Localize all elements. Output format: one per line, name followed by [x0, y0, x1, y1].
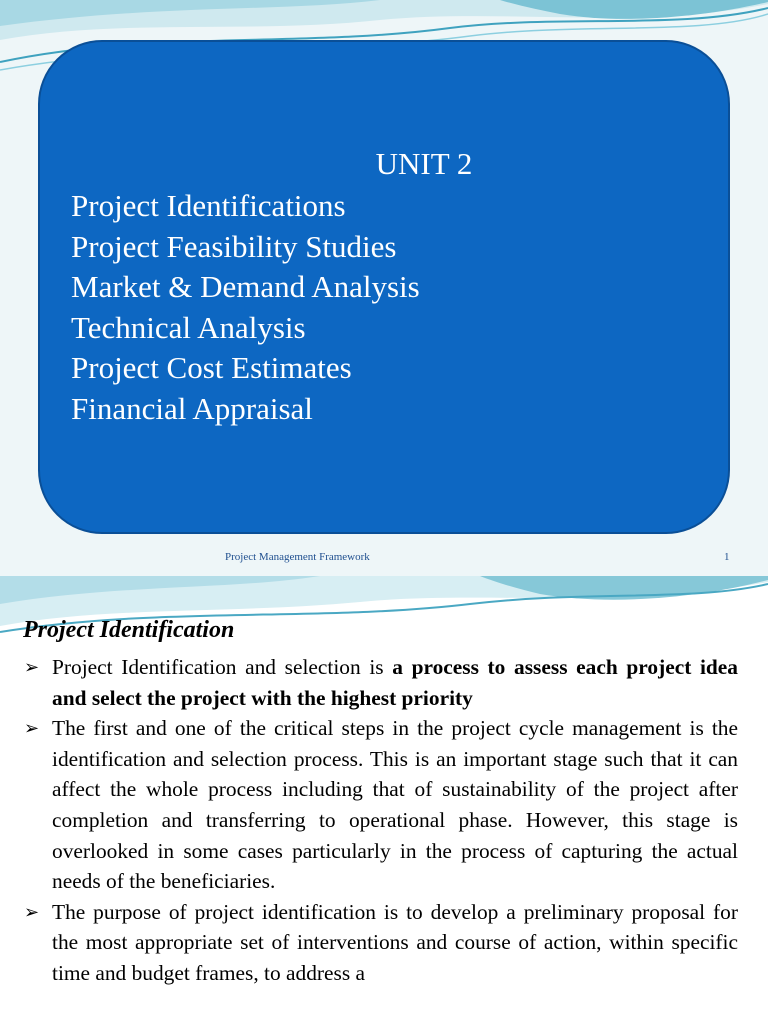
content-slide	[0, 576, 768, 1024]
topic-list	[71, 186, 420, 429]
bullet-text: Project Identification and selection is	[52, 655, 393, 679]
arrow-bullet-icon: ➢	[24, 657, 40, 677]
section-heading: Project Identification	[23, 617, 235, 643]
unit-title: UNIT 2	[375, 146, 473, 181]
bullet-item	[22, 652, 738, 713]
bullet-text: The first and one of the critical steps in the project cycle management is the identification and selection process. This is an important stage such that it can affect the whole process including that of sustainability of the project after completion and transferring to operational phase. However, this stage is overlooked in some cases particularly in the process of capturing the actual needs of the beneficiaries.	[52, 716, 738, 894]
topic-item: Project Cost Estimates	[71, 350, 352, 385]
topic-item: Financial Appraisal	[71, 390, 313, 426]
bullet-item	[22, 713, 738, 897]
topic-item: Technical Analysis	[71, 309, 306, 345]
slide-footer: Project Management Framework	[225, 551, 370, 563]
arrow-bullet-icon: ➢	[24, 718, 40, 739]
page-number: 1	[724, 551, 730, 563]
bullet-text-bold: a process to assess each project idea and select the project with the highest priority	[52, 655, 738, 710]
topic-item: Project Feasibility Studies	[71, 228, 397, 264]
bullet-list	[22, 652, 738, 989]
arrow-bullet-icon: ➢	[24, 901, 40, 922]
bullet-text: The purpose of project identification is to develop a preliminary proposal for the most appropriate set of interventions and course of action, within specific time and budget frames, to address a	[52, 899, 738, 985]
bullet-item	[22, 897, 738, 989]
topic-item: Project Identifications	[71, 188, 346, 223]
topic-item: Market & Demand Analysis	[71, 269, 420, 304]
